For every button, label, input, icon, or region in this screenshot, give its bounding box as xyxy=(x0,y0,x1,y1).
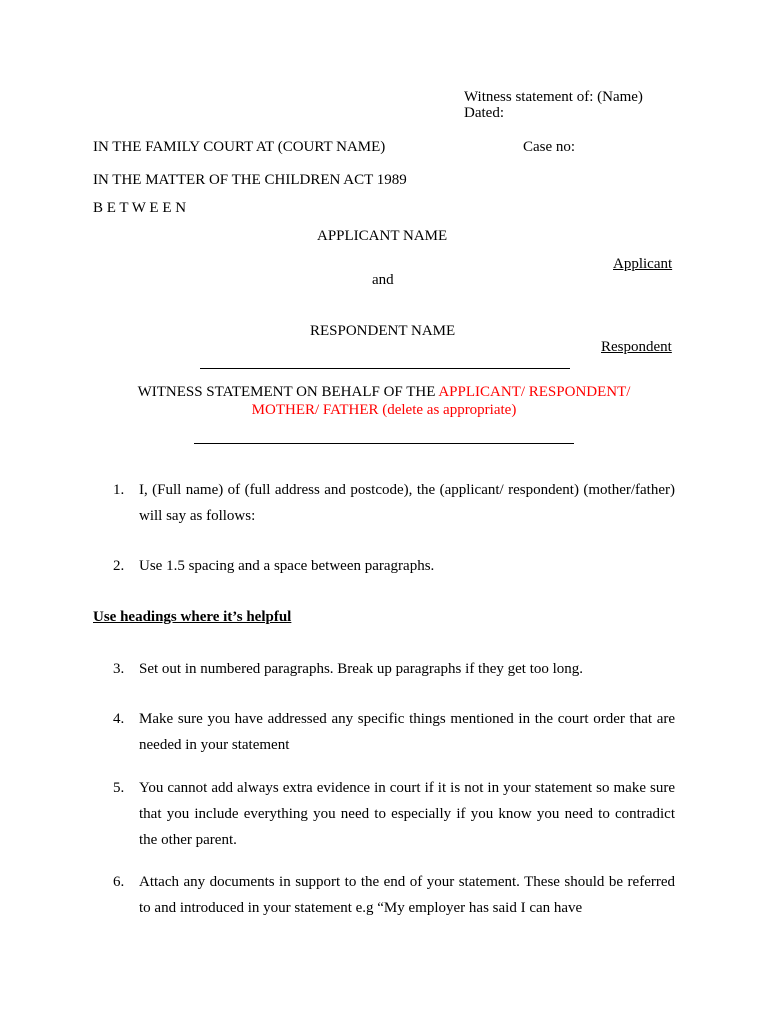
applicant-label: Applicant xyxy=(613,256,673,272)
paragraph-text: Attach any documents in support to the end of your statement. These should be referred to and introduced in your statement e.g “My employer has said I can have xyxy=(139,874,675,916)
paragraph-number: 2. xyxy=(113,558,125,574)
divider-top xyxy=(200,368,570,369)
statement-title-line2: MOTHER/ FATHER (delete as appropriate) xyxy=(251,402,517,418)
divider-bottom xyxy=(194,443,574,444)
paragraph-text: Use 1.5 spacing and a space between paragraphs. xyxy=(139,558,435,574)
paragraph-text: You cannot add always extra evidence in court if it is not in your statement so make sure that you include everything you need to especially if you know you need to contradict the other parent. xyxy=(139,780,675,848)
statement-title-black: WITNESS STATEMENT ON BEHALF OF THE xyxy=(137,384,439,400)
section-heading: Use headings where it’s helpful xyxy=(93,609,292,625)
between-label: B E T W E E N xyxy=(93,200,187,216)
paragraph-text: I, (Full name) of (full address and postcode), the (applicant/ respondent) (mother/father) will say as follows: xyxy=(139,482,675,524)
applicant-name: APPLICANT NAME xyxy=(317,228,448,244)
and-label: and xyxy=(372,272,394,288)
paragraph-number: 5. xyxy=(113,780,125,796)
matter-line: IN THE MATTER OF THE CHILDREN ACT 1989 xyxy=(93,172,407,188)
dated-line: Dated: xyxy=(464,105,504,121)
paragraph-number: 1. xyxy=(113,482,125,498)
paragraph-text: Set out in numbered paragraphs. Break up paragraphs if they get too long. xyxy=(139,661,584,677)
statement-title-line1 xyxy=(93,383,675,401)
paragraph-number: 3. xyxy=(113,661,125,677)
case-number-label: Case no: xyxy=(523,139,576,155)
respondent-label: Respondent xyxy=(601,339,672,355)
respondent-name: RESPONDENT NAME xyxy=(310,323,456,339)
paragraph-text: Make sure you have addressed any specific things mentioned in the court order that are needed in your statement xyxy=(139,711,675,753)
court-line: IN THE FAMILY COURT AT (COURT NAME) xyxy=(93,139,386,155)
paragraph-number: 4. xyxy=(113,711,125,727)
paragraph-number: 6. xyxy=(113,874,125,890)
witness-statement-of-line: Witness statement of: (Name) xyxy=(464,89,643,105)
statement-title-red-line1: APPLICANT/ RESPONDENT/ xyxy=(438,384,631,400)
